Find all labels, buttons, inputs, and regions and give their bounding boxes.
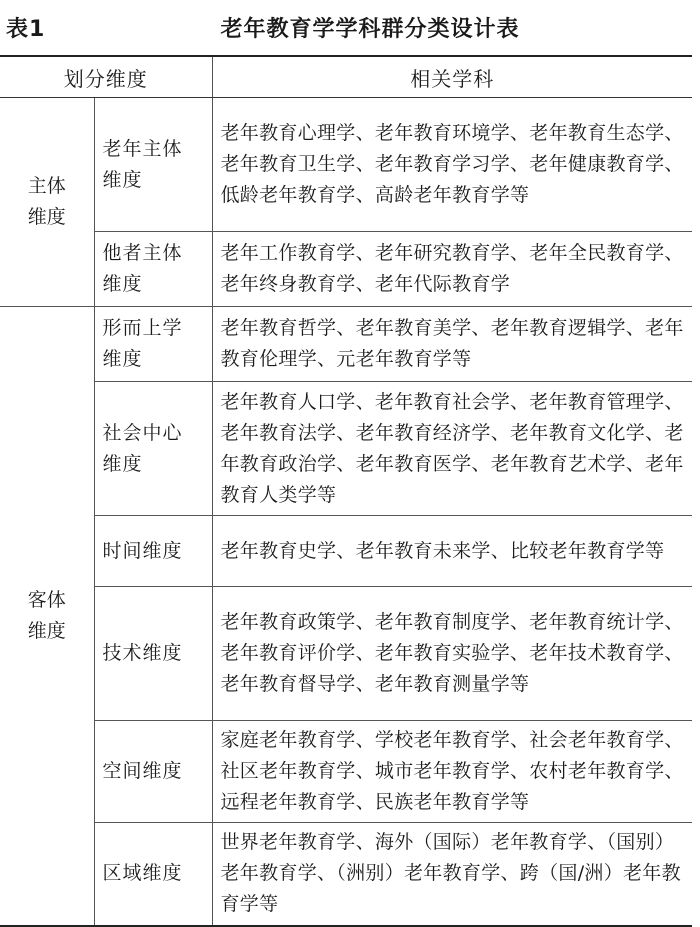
dimension-cell: 区域维度 [94,823,212,926]
dimension-cell: 他者主体 维度 [94,232,212,307]
subjects-cell: 世界老年教育学、海外（国际）老年教育学、（国别）老年教育学、（洲别）老年教育学、跨（国/洲）老年教育学等 [212,823,692,926]
group-label-object: 客体 维度 [0,307,94,926]
dimension-cell: 技术维度 [94,587,212,721]
subjects-cell: 老年教育史学、老年教育未来学、比较老年教育学等 [212,516,692,587]
subjects-cell: 老年教育心理学、老年教育环境学、老年教育生态学、老年教育卫生学、老年教育学习学、老年健康教育学、低龄老年教育学、高龄老年教育学等 [220,122,684,206]
table-row [0,587,692,721]
table-title: 老年教育学学科群分类设计表 [220,17,520,42]
dimension-cell: 老年主体 维度 [94,98,212,232]
header-dimension: 划分维度 [0,56,212,98]
subjects-cell: 老年工作教育学、老年研究教育学、老年全民教育学、老年终身教育学、老年代际教育学 [212,232,692,307]
table-row [0,516,692,587]
table-caption [0,6,700,46]
dimension-cell: 社会中心 维度 [94,382,212,516]
subjects-cell: 老年教育政策学、老年教育制度学、老年教育统计学、老年教育评价学、老年教育实验学、老年技术教育学、老年教育督导学、老年教育测量学等 [212,587,692,721]
table-number: 表1 [6,17,46,42]
subjects-cell: 家庭老年教育学、学校老年教育学、社会老年教育学、社区老年教育学、城市老年教育学、农村老年教育学、远程老年教育学、民族老年教育学等 [212,721,692,823]
table-row [0,823,692,926]
table-row [0,307,692,382]
table-row [0,721,692,823]
group-label-subject: 主体 维度 [27,175,66,228]
table-row [0,232,692,307]
subjects-cell: 老年教育哲学、老年教育美学、老年教育逻辑学、老年教育伦理学、元老年教育学等 [212,307,692,382]
table-header-row [0,56,692,98]
dimension-cell: 形而上学 维度 [94,307,212,382]
dimension-cell: 时间维度 [94,516,212,587]
subjects-cell: 老年教育人口学、老年教育社会学、老年教育管理学、老年教育法学、老年教育经济学、老年教育文化学、老年教育政治学、老年教育医学、老年教育艺术学、老年教育人类学等 [212,382,692,516]
header-subjects: 相关学科 [212,56,692,98]
table-row [0,382,692,516]
classification-table [0,55,692,927]
dimension-cell: 空间维度 [94,721,212,823]
table-row [0,98,692,232]
